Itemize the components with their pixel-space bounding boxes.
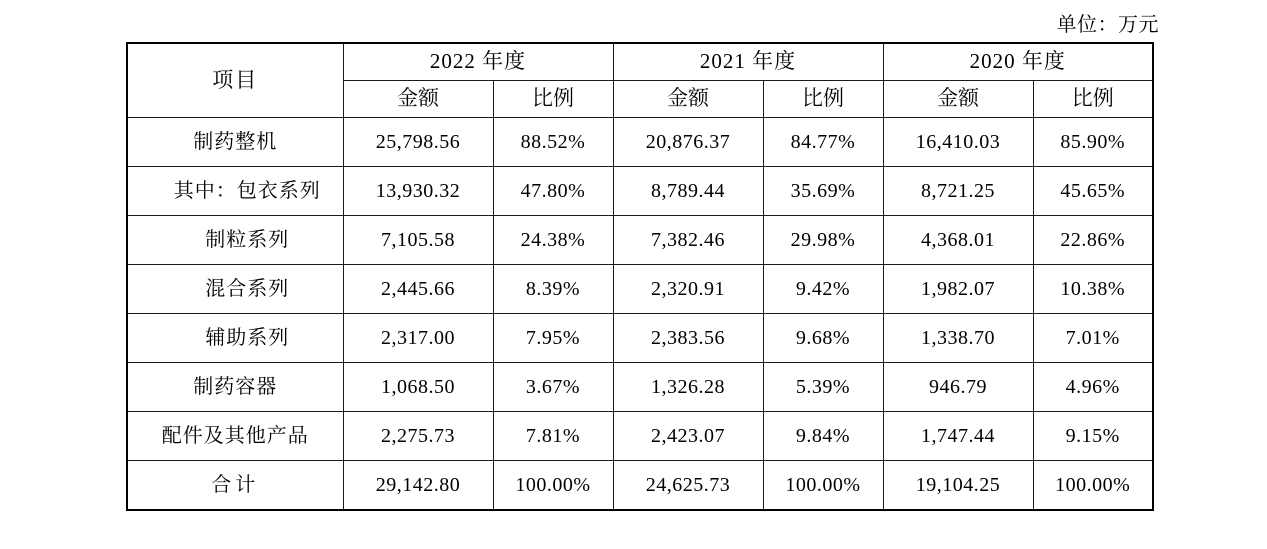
cell-amount-2022: 2,445.66	[343, 265, 493, 314]
cell-ratio-2021: 100.00%	[763, 461, 883, 511]
cell-ratio-2022: 100.00%	[493, 461, 613, 511]
column-header-ratio-2021: 比例	[763, 81, 883, 118]
cell-ratio-2020: 45.65%	[1033, 167, 1153, 216]
cell-amount-2020: 1,338.70	[883, 314, 1033, 363]
cell-ratio-2020: 10.38%	[1033, 265, 1153, 314]
cell-amount-2021: 1,326.28	[613, 363, 763, 412]
financial-table-container	[126, 42, 1150, 511]
cell-amount-2020: 4,368.01	[883, 216, 1033, 265]
column-header-ratio-2022: 比例	[493, 81, 613, 118]
cell-amount-2021: 24,625.73	[613, 461, 763, 511]
column-header-ratio-2020: 比例	[1033, 81, 1153, 118]
cell-ratio-2021: 5.39%	[763, 363, 883, 412]
cell-ratio-2021: 29.98%	[763, 216, 883, 265]
cell-ratio-2021: 9.84%	[763, 412, 883, 461]
cell-amount-2020: 19,104.25	[883, 461, 1033, 511]
column-header-amount-2022: 金额	[343, 81, 493, 118]
cell-amount-2020: 8,721.25	[883, 167, 1033, 216]
cell-amount-2022: 29,142.80	[343, 461, 493, 511]
product-revenue-table	[126, 42, 1154, 511]
row-label: 制粒系列	[127, 216, 343, 265]
cell-amount-2021: 7,382.46	[613, 216, 763, 265]
column-header-amount-2021: 金额	[613, 81, 763, 118]
table-row	[127, 216, 1153, 265]
table-header	[127, 43, 1153, 118]
cell-amount-2022: 2,275.73	[343, 412, 493, 461]
cell-ratio-2022: 24.38%	[493, 216, 613, 265]
column-header-year-2021: 2021 年度	[613, 43, 883, 81]
cell-ratio-2022: 3.67%	[493, 363, 613, 412]
table-row	[127, 265, 1153, 314]
cell-ratio-2020: 4.96%	[1033, 363, 1153, 412]
table-row	[127, 167, 1153, 216]
cell-ratio-2020: 22.86%	[1033, 216, 1153, 265]
cell-amount-2020: 946.79	[883, 363, 1033, 412]
cell-ratio-2022: 47.80%	[493, 167, 613, 216]
cell-amount-2022: 1,068.50	[343, 363, 493, 412]
cell-ratio-2020: 85.90%	[1033, 118, 1153, 167]
column-header-item: 项目	[127, 43, 343, 118]
table-body	[127, 118, 1153, 511]
cell-ratio-2022: 88.52%	[493, 118, 613, 167]
cell-amount-2022: 13,930.32	[343, 167, 493, 216]
row-label: 其中：包衣系列	[127, 167, 343, 216]
column-header-amount-2020: 金额	[883, 81, 1033, 118]
table-row	[127, 118, 1153, 167]
table-row	[127, 314, 1153, 363]
row-label: 制药整机	[127, 118, 343, 167]
cell-amount-2022: 7,105.58	[343, 216, 493, 265]
row-label: 混合系列	[127, 265, 343, 314]
row-label: 合计	[127, 461, 343, 511]
cell-ratio-2022: 7.95%	[493, 314, 613, 363]
cell-amount-2020: 1,982.07	[883, 265, 1033, 314]
column-header-year-2022: 2022 年度	[343, 43, 613, 81]
cell-amount-2021: 2,423.07	[613, 412, 763, 461]
column-header-year-2020: 2020 年度	[883, 43, 1153, 81]
table-row-total	[127, 461, 1153, 511]
cell-ratio-2021: 9.68%	[763, 314, 883, 363]
cell-ratio-2020: 7.01%	[1033, 314, 1153, 363]
cell-ratio-2021: 84.77%	[763, 118, 883, 167]
cell-amount-2022: 25,798.56	[343, 118, 493, 167]
row-label: 辅助系列	[127, 314, 343, 363]
cell-amount-2021: 2,383.56	[613, 314, 763, 363]
cell-amount-2021: 20,876.37	[613, 118, 763, 167]
table-row	[127, 412, 1153, 461]
cell-amount-2020: 16,410.03	[883, 118, 1033, 167]
cell-amount-2021: 8,789.44	[613, 167, 763, 216]
cell-ratio-2021: 35.69%	[763, 167, 883, 216]
table-header-row-years	[127, 43, 1153, 81]
cell-ratio-2022: 8.39%	[493, 265, 613, 314]
table-row	[127, 363, 1153, 412]
cell-ratio-2020: 9.15%	[1033, 412, 1153, 461]
cell-ratio-2021: 9.42%	[763, 265, 883, 314]
row-label: 配件及其他产品	[127, 412, 343, 461]
cell-amount-2020: 1,747.44	[883, 412, 1033, 461]
cell-ratio-2022: 7.81%	[493, 412, 613, 461]
row-label: 制药容器	[127, 363, 343, 412]
cell-amount-2021: 2,320.91	[613, 265, 763, 314]
cell-ratio-2020: 100.00%	[1033, 461, 1153, 511]
cell-amount-2022: 2,317.00	[343, 314, 493, 363]
unit-note: 单位：万元	[1056, 14, 1159, 36]
